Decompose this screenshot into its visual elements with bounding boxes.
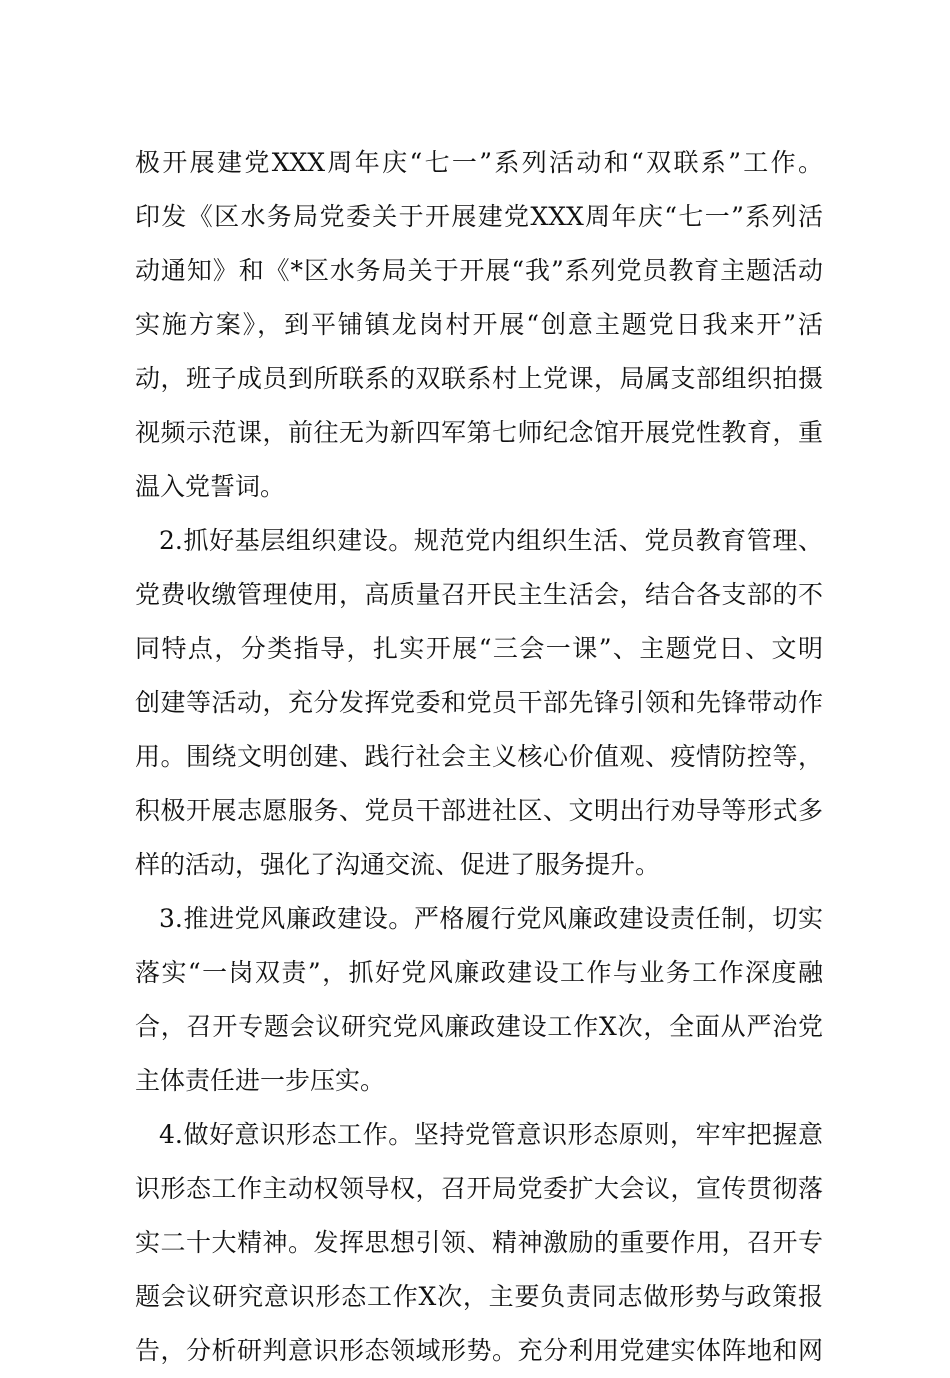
text-line: 实二十大精神。发挥思想引领、精神激励的重要作用，召开专 [135,1228,823,1257]
text-line: 识形态工作主动权领导权，召开局党委扩大会议，宣传贯彻落 [135,1174,823,1203]
document-body [135,136,823,1378]
text-line: 动通知》和《*区水务局关于开展“我”系列党员教育主题活动 [135,256,823,285]
text-line: 党费收缴管理使用，高质量召开民主生活会，结合各支部的不 [135,580,823,609]
text-line: 用。围绕文明创建、践行社会主义核心价值观、疫情防控等， [135,742,823,771]
text-line: 温入党誓词。 [135,472,286,501]
section-heading-line: 4.做好意识形态工作。坚持党管意识形态原则，牢牢把握意 [159,1120,823,1149]
text-line: 落实“一岗双责”，抓好党风廉政建设工作与业务工作深度融 [135,958,823,987]
text-line: 极开展建党XXX周年庆“七一”系列活动和“双联系”工作。 [135,148,823,177]
text-line: 积极开展志愿服务、党员干部进社区、文明出行劝导等形式多 [135,796,823,825]
text-line: 合，召开专题会议研究党风廉政建设工作X次，全面从严治党 [135,1012,823,1041]
text-line: 创建等活动，充分发挥党委和党员干部先锋引领和先锋带动作 [135,688,823,717]
section-heading-line: 3.推进党风廉政建设。严格履行党风廉政建设责任制，切实 [159,904,823,933]
text-line: 动，班子成员到所联系的双联系村上党课，局属支部组织拍摄 [135,364,823,393]
text-line: 告，分析研判意识形态领域形势。充分利用党建实体阵地和网 [135,1336,823,1365]
text-line: 主体责任进一步压实。 [135,1066,386,1095]
text-line: 同特点，分类指导，扎实开展“三会一课”、主题党日、文明 [135,634,823,663]
text-line: 视频示范课，前往无为新四军第七师纪念馆开展党性教育，重 [135,418,823,447]
section-heading-line: 2.抓好基层组织建设。规范党内组织生活、党员教育管理、 [159,526,823,555]
text-line: 题会议研究意识形态工作X次，主要负责同志做形势与政策报 [135,1282,823,1311]
text-line: 样的活动，强化了沟通交流、促进了服务提升。 [135,850,661,879]
text-line: 印发《区水务局党委关于开展建党XXX周年庆“七一”系列活 [135,202,823,231]
text-line: 实施方案》，到平铺镇龙岗村开展“创意主题党日我来开”活 [135,310,823,339]
